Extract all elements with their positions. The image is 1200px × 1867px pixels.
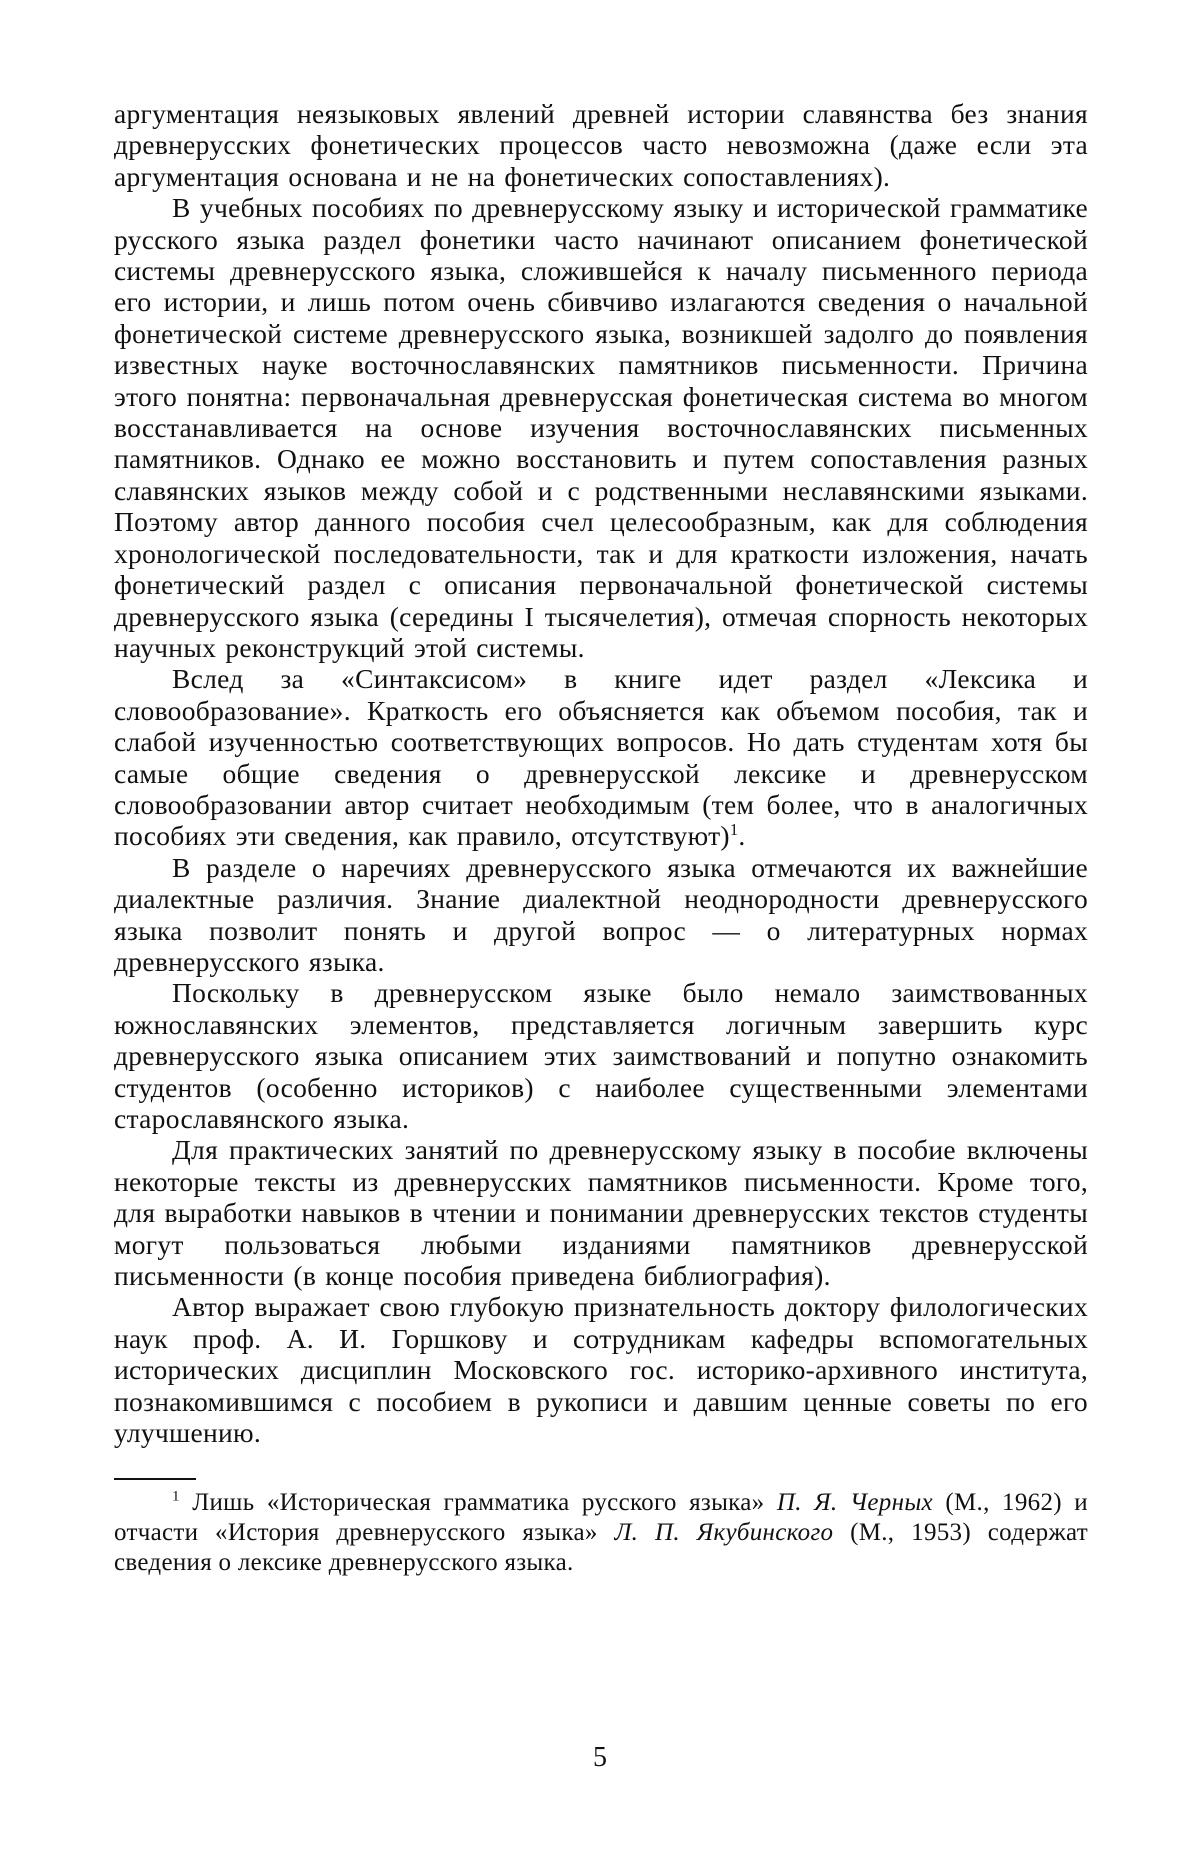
- footnote-text-2: (М., 1962) и отчасти «История древнерусского языка»: [114, 1489, 1088, 1547]
- paragraph-6: Для практических занятий по древнерусскому языку в пособие включены некоторые тексты из древнерусских памятников письменности. Кроме того, для выработки навыков в чтении и понимании древнерусских текстов студенты могут пользоваться любыми изданиями памятников древнерусской письменности (в конце пособия приведена библиография).: [114, 1134, 1088, 1292]
- page-body: [114, 98, 1088, 1578]
- footnote-marker: 1: [172, 1489, 180, 1506]
- paragraph-1: аргументация неязыковых явлений древней истории славянства без знания древнерусских фонетических процессов часто невозможна (даже если эта аргументация основана и не на фонетических сопоставлениях).: [114, 98, 1088, 192]
- footnote-divider: [114, 1478, 196, 1480]
- paragraph-7: Автор выражает свою глубокую признательность доктору филологических наук проф. А. И. Горшкову и сотрудникам кафедры вспомогательных исторических дисциплин Московского гос. историко-архивного института, познакомившимся с пособием в рукописи и давшим ценные советы по его улучшению.: [114, 1291, 1088, 1449]
- paragraph-3-text: Вслед за «Синтаксисом» в книге идет раздел «Лексика и словообразование». Краткость его объясняется как объемом пособия, так и слабой изученностью соответствующих вопросов. Но дать студентам хотя бы самые общие сведения о древнерусской лексике и древнерусском словообразовании автор считает необходимым (тем более, что в аналогичных пособиях эти сведения, как правило, отсутствуют): [114, 663, 1088, 852]
- paragraph-3: Вслед за «Синтаксисом» в книге идет раздел «Лексика и словообразование». Краткость его объясняется как объемом пособия, так и слабой изученностью соответствующих вопросов. Но дать студентам хотя бы самые общие сведения о древнерусской лексике и древнерусском словообразовании автор считает необходимым (тем более, что в аналогичных пособиях эти сведения, как правило, отсутствуют)$^1$.: [114, 663, 1088, 852]
- footnote-text-1: Лишь «Историческая грамматика русского языка»: [179, 1489, 777, 1517]
- footnote-reference: 1: [729, 820, 739, 840]
- footnote-text-3: (М., 1953) содержат сведения о лексике древнерусского языка.: [114, 1519, 1088, 1577]
- footnote-author-1: П. Я. Черных: [776, 1489, 933, 1517]
- footnote-author-2: Л. П. Якубинского: [614, 1519, 834, 1547]
- page-number: 5: [593, 1742, 607, 1773]
- paragraph-4: В разделе о наречиях древнерусского языка отмечаются их важнейшие диалектные различия. Знание диалектной неоднородности древнерусского языка позволит понять и другой вопрос — о литературных нормах древнерусского языка.: [114, 851, 1088, 977]
- paragraph-2: В учебных пособиях по древнерусскому языку и исторической грамматике русского языка раздел фонетики часто начинают описанием фонетической системы древнерусского языка, сложившейся к началу письменного периода его истории, и лишь потом очень сбивчиво излагаются сведения о начальной фонетической системе древнерусского языка, возникшей задолго до появления известных науке восточнославянских памятников письменности. Причина этого понятна: первоначальная древнерусская фонетическая система во многом восстанавливается на основе изучения восточнославянских письменных памятников. Однако ее можно восстановить и путем сопоставления разных славянских языков между собой и с родственными неславянскими языками. Поэтому автор данного пособия счел целесообразным, как для соблюдения хронологической последовательности, так и для краткости изложения, начать фонетический раздел с описания первоначальной фонетической системы древнерусского языка (середины I тысячелетия), отмечая спорность некоторых научных реконструкций этой системы.: [114, 192, 1088, 663]
- paragraph-5: Поскольку в древнерусском языке было немало заимствованных южнославянских элементов, представляется логичным завершить курс древнерусского языка описанием этих заимствований и попутно ознакомить студентов (особенно историков) с наиболее существенными элементами старославянского языка.: [114, 977, 1088, 1134]
- footnote: [114, 1488, 1088, 1578]
